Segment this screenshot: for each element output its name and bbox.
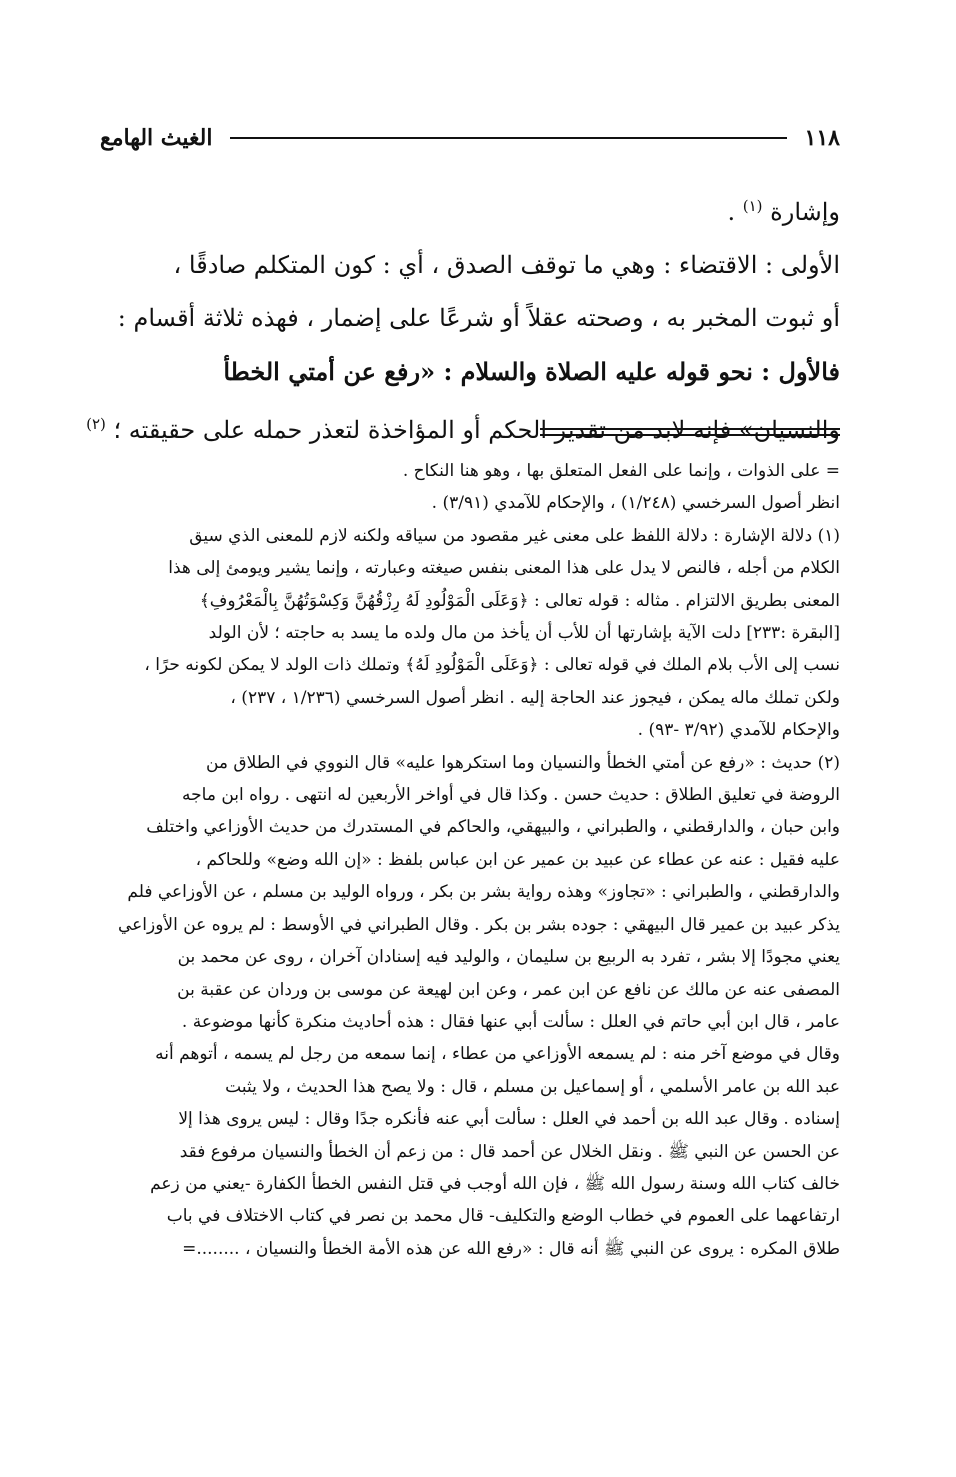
footnote-line: عليه فقيل : عنه عن عطاء عن عبيد بن عمير عن ابن عباس بلفظ : «إن الله وضع» وللحاكم ، bbox=[195, 849, 840, 870]
main-text bbox=[86, 180, 840, 457]
book-title: الغيث الهامع bbox=[100, 125, 213, 151]
footnote-line: خالف كتاب الله وسنة رسول الله ﷺ ، فإن الله أوجب في قتل النفس الخطأ الكفارة -يعني من زعم bbox=[150, 1173, 840, 1194]
footnote-ref-1: (١) bbox=[742, 197, 763, 215]
main-line-2: الأولى : الاقتضاء : وهي ما توقف الصدق ، أي : كون المتكلم صادقًا ، bbox=[173, 251, 840, 279]
footnote-line: (٢) حديث : «رفع عن أمتي الخطأ والنسيان وما استكرهوا عليه» قال النووي في الطلاق من bbox=[205, 752, 840, 773]
page-number: ١١٨ bbox=[804, 125, 840, 151]
page-header bbox=[100, 118, 840, 158]
footnote-line: يعني مجودًا إلا بشر ، تفرد به الربيع بن سليمان ، والوليد فيه إسنادان آخران ، روى عن محمد بن bbox=[177, 947, 840, 968]
footnote-line: (١) دلالة الإشارة : دلالة اللفظ على معنى غير مقصود من سياقه ولكنه لازم للمعنى الذي سيق bbox=[189, 525, 840, 546]
footnote-line: المصفى عنه عن مالك عن نافع عن ابن عمر ، وعن ابن لهيعة عن موسى بن وردان عن عقبة بن bbox=[177, 979, 840, 1000]
footnote-line: عامر ، قال ابن أبي حاتم في العلل : سألت أبي عنها فقال : هذه أحاديث منكرة كأنها موضوعة . bbox=[181, 1011, 840, 1032]
footnotes bbox=[100, 455, 840, 1265]
footnote-line: طلاق المكره : يروى عن النبي ﷺ أنه قال : «رفع الله عن هذه الأمة الخطأ والنسيان ، ........= bbox=[182, 1238, 840, 1259]
footnote-line: والدارقطني ، والطبراني : «تجاوز» وهذه رواية بشر بن بكر ، ورواه الوليد بن مسلم ، عن الأوزاعي فلم bbox=[127, 882, 840, 903]
footnote-line: الكلام من أجله ، فالنص لا يدل على هذا المعنى بنفس صيغته وعبارته ، وإنما يشير ويومئ إلى هذا bbox=[168, 558, 840, 579]
footnote-line: والإحكام للآمدي (٣/٩٢ -٩٣) . bbox=[637, 720, 840, 741]
main-line-1: وإشارة $^{(١)}$ . bbox=[727, 197, 840, 226]
footnote-line: إسناده . وقال عبد الله بن أحمد في العلل : سألت أبي عنه فأنكره جدًا وقال : ليس يروى هذا إلا bbox=[178, 1109, 840, 1130]
footnote-line: نسب إلى الأب بلام الملك في قوله تعالى : ﴿وَعَلَى الْمَوْلُودِ لَهُ﴾ وتملك ذات الولد لا يمكن لكونه حرًا ، bbox=[144, 655, 840, 676]
footnote-line: عبد الله بن عامر الأسلمي ، أو إسماعيل بن مسلم ، قال : ولا يصح هذا الحديث ، ولا يثبت bbox=[225, 1076, 840, 1097]
footnote-line: [البقرة :٢٣٣] دلت الآية بإشارتها أن للأب أن يأخذ من مال ولده ما يسد به حاجته ؛ لأن الولد bbox=[208, 623, 840, 644]
footnote-line: يذكر عبيد بن عمير قال البيهقي : جوده بشر بن بكر . وقال الطبراني في الأوسط : لم يروه عن الأوزاعي bbox=[117, 914, 840, 935]
footnote-line: عن الحسن عن النبي ﷺ . ونقل الخلال عن أحمد قال : من زعم أن الخطأ والنسيان مرفوع فقد bbox=[179, 1141, 840, 1162]
footnote-separator bbox=[540, 428, 840, 436]
main-line-4: فالأول : نحو قوله عليه الصلاة والسلام : «رفع عن أمتي الخطأ bbox=[223, 357, 840, 386]
footnote-line: المعنى بطريق الالتزام . مثاله : قوله تعالى : ﴿وَعَلَى الْمَوْلُودِ لَهُ رِزْقُهُنَّ وَكِسْوَتُهُنَّ بِالْمَعْرُوفِ﴾ bbox=[199, 590, 840, 611]
footnote-line: انظر أصول السرخسي (١/٢٤٨) ، والإحكام للآمدي (٣/٩١) . bbox=[431, 493, 840, 514]
footnote-line: ارتفاعهما على العموم في خطاب الوضع والتكليف- قال محمد بن نصر في كتاب الاختلاف في باب bbox=[166, 1206, 840, 1227]
footnote-line: وقال في موضع آخر منه : لم يسمعه الأوزاعي من عطاء ، إنما سمعه من رجل لم يسمه ، أتوهم أنه bbox=[155, 1044, 840, 1065]
footnote-ref-2: (٢) bbox=[86, 415, 106, 433]
footnote-line: = على الذوات ، وإنما على الفعل المتعلق بها ، وهو هنا النكاح . bbox=[402, 461, 840, 481]
main-line-3: أو ثبوت المخبر به ، وصحته عقلاً أو شرعًا على إضمار ، فهذه ثلاثة أقسام : bbox=[117, 304, 840, 332]
main-line-5: والنسيان» فإنه لابد من تقدير الحكم أو المؤاخذة لتعذر حمله على حقيقته ؛ $^{(٢)}$ bbox=[86, 415, 840, 444]
header-rule bbox=[230, 137, 786, 139]
footnote-line: ولكن تملك ماله يمكن ، فيجوز عند الحاجة إليه . انظر أصول السرخسي (١/٢٣٦ ، ٢٣٧) ، bbox=[230, 687, 840, 708]
footnote-line: وابن حبان ، والدارقطني ، والطبراني ، والبيهقي، والحاكم في المستدرك من حديث الأوزاعي واختلف bbox=[146, 817, 840, 838]
footnote-line: الروضة في تعليق الطلاق : حديث حسن . وكذا قال في أواخر الأربعين له انتهى . رواه ابن ماجه bbox=[182, 785, 840, 806]
